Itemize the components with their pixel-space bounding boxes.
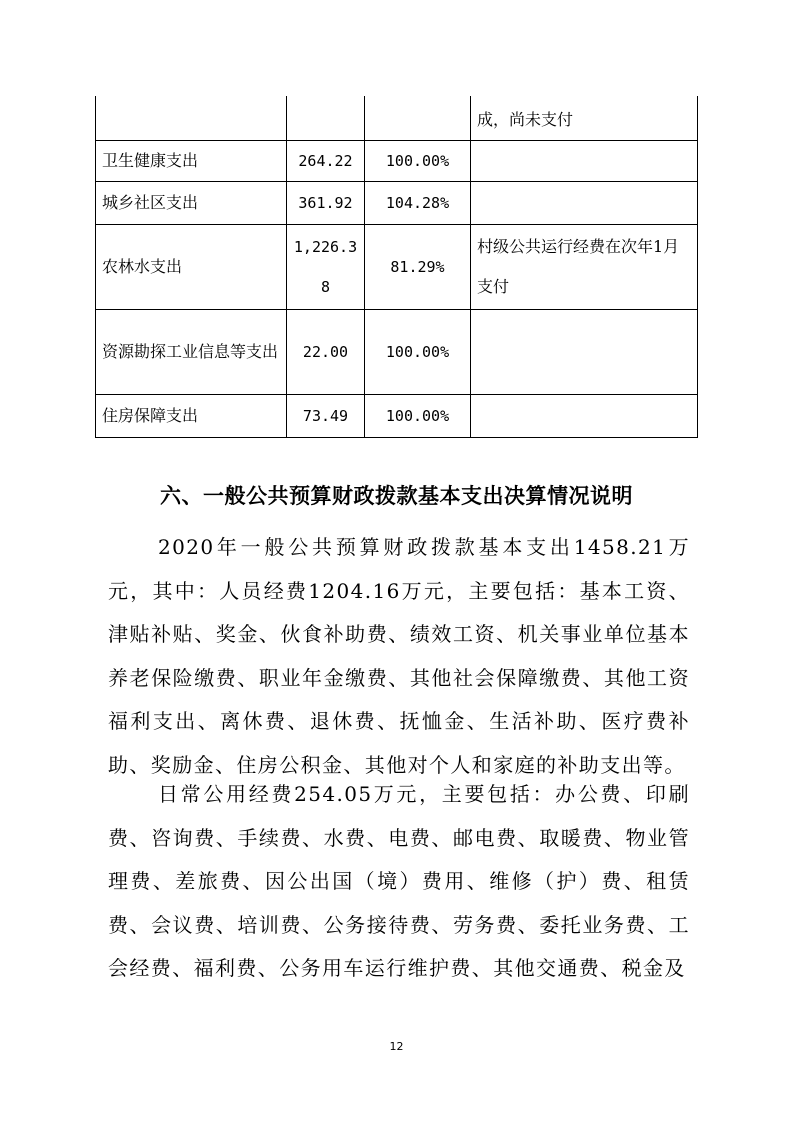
expenditure-table [95, 96, 698, 438]
table-cell-amount: 73.49 [287, 395, 365, 438]
table-cell-amount: 264.22 [287, 141, 365, 182]
table-cell-item: 住房保障支出 [96, 395, 287, 438]
table-cell-percent: 100.00% [365, 395, 471, 438]
table-cell-item: 农林水支出 [96, 225, 287, 310]
table-row [96, 310, 698, 395]
table-row [96, 182, 698, 225]
table-cell-percent [365, 96, 471, 141]
table-cell-item: 城乡社区支出 [96, 182, 287, 225]
table-cell-amount [287, 96, 365, 141]
table-cell-item: 资源勘探工业信息等支出 [96, 310, 287, 395]
table-row [96, 225, 698, 310]
body-paragraph: 2020年一般公共预算财政拨款基本支出1458.21万元，其中：人员经费1204.16万元，主要包括：基本工资、津贴补贴、奖金、伙食补助费、绩效工资、机关事业单位基本养老保险缴费、职业年金缴费、其他社会保障缴费、其他工资福利支出、离休费、退休费、抚恤金、生活补助、医疗费补助、奖励金、住房公积金、其他对个人和家庭的补助支出等。 [108, 535, 690, 777]
table-cell-note: 成，尚未支付 [471, 96, 698, 141]
table-cell-amount: 1,226.38 [287, 225, 365, 310]
table-row [96, 96, 698, 141]
section-heading: 六、一般公共预算财政拨款基本支出决算情况说明 [160, 484, 633, 508]
page-number: 12 [389, 1040, 404, 1053]
body-paragraph: 日常公用经费254.05万元，主要包括：办公费、印刷费、咨询费、手续费、水费、电费、邮电费、取暖费、物业管理费、差旅费、因公出国（境）费用、维修（护）费、租赁费、会议费、培训费、公务接待费、劳务费、委托业务费、工会经费、福利费、公务用车运行维护费、其他交通费、税金及 [108, 782, 690, 981]
table-cell-item: 卫生健康支出 [96, 141, 287, 182]
table-cell-amount: 361.92 [287, 182, 365, 225]
table-cell-note: 村级公共运行经费在次年1月支付 [471, 225, 698, 310]
table-cell-note [471, 310, 698, 395]
table-cell-percent: 104.28% [365, 182, 471, 225]
table-cell-note [471, 182, 698, 225]
table-cell-percent: 81.29% [365, 225, 471, 310]
table-cell-note [471, 141, 698, 182]
table-row [96, 395, 698, 438]
table-cell-percent: 100.00% [365, 310, 471, 395]
table-cell-amount: 22.00 [287, 310, 365, 395]
table-cell-note [471, 395, 698, 438]
table-row [96, 141, 698, 182]
table-cell-item [96, 96, 287, 141]
table-cell-percent: 100.00% [365, 141, 471, 182]
